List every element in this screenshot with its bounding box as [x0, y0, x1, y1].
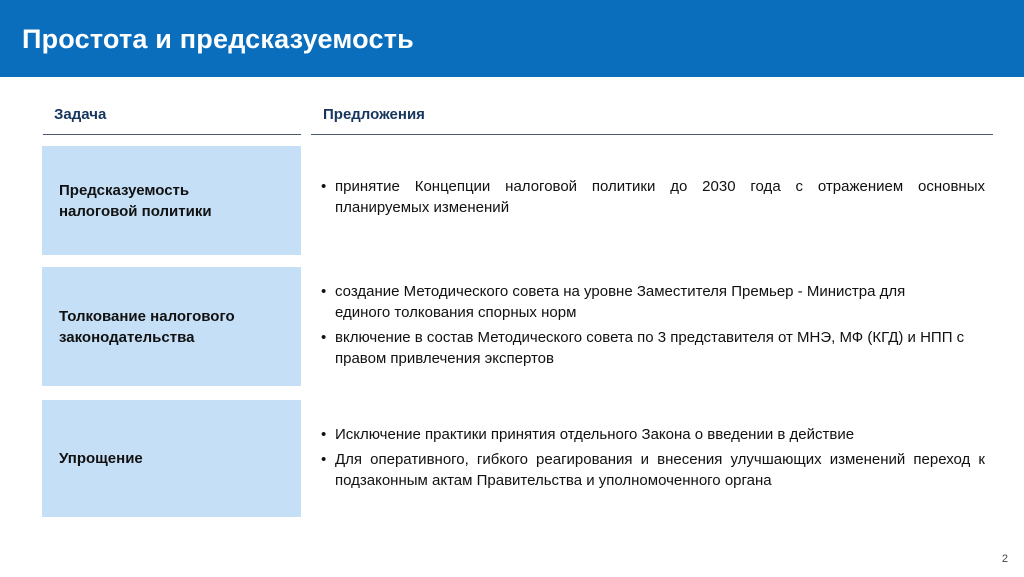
slide-title: Простота и предсказуемость	[22, 24, 414, 54]
proposal-list-interpretation	[321, 281, 985, 373]
column-divider-proposals	[311, 134, 993, 135]
task-box-interpretation	[42, 267, 301, 386]
proposal-list-predictability	[321, 176, 985, 222]
proposal-item: • Исключение практики принятия отдельного Закона о введении в действие	[321, 424, 985, 445]
column-divider-task	[43, 134, 301, 135]
slide-header	[0, 0, 1024, 77]
proposal-item: • Для оперативного, гибкого реагирования и внесения улучшающих изменений переход к подзаконным актам Правительства и уполномоченного органа	[321, 449, 985, 491]
task-label: Упрощение	[59, 450, 143, 467]
proposal-item: • включение в состав Методического совета по 3 представителя от МНЭ, МФ (КГД) и НПП с правом привлечения экспертов	[321, 327, 985, 369]
proposal-item: • создание Методического совета на уровне Заместителя Премьер - Министра для единого толкования спорных норм	[321, 281, 985, 323]
page-number: 2	[1001, 553, 1008, 565]
task-label: Предсказуемость налоговой политики	[59, 181, 212, 220]
column-header-task: Задача	[54, 106, 107, 123]
column-header-proposals: Предложения	[323, 106, 425, 123]
proposal-list-simplification	[321, 424, 985, 495]
proposal-item: • принятие Концепции налоговой политики до 2030 года с отражением основных планируемых изменений	[321, 176, 985, 218]
task-box-predictability	[42, 146, 301, 255]
task-label: Толкование налогового законодательства	[59, 307, 235, 346]
task-box-simplification	[42, 400, 301, 517]
